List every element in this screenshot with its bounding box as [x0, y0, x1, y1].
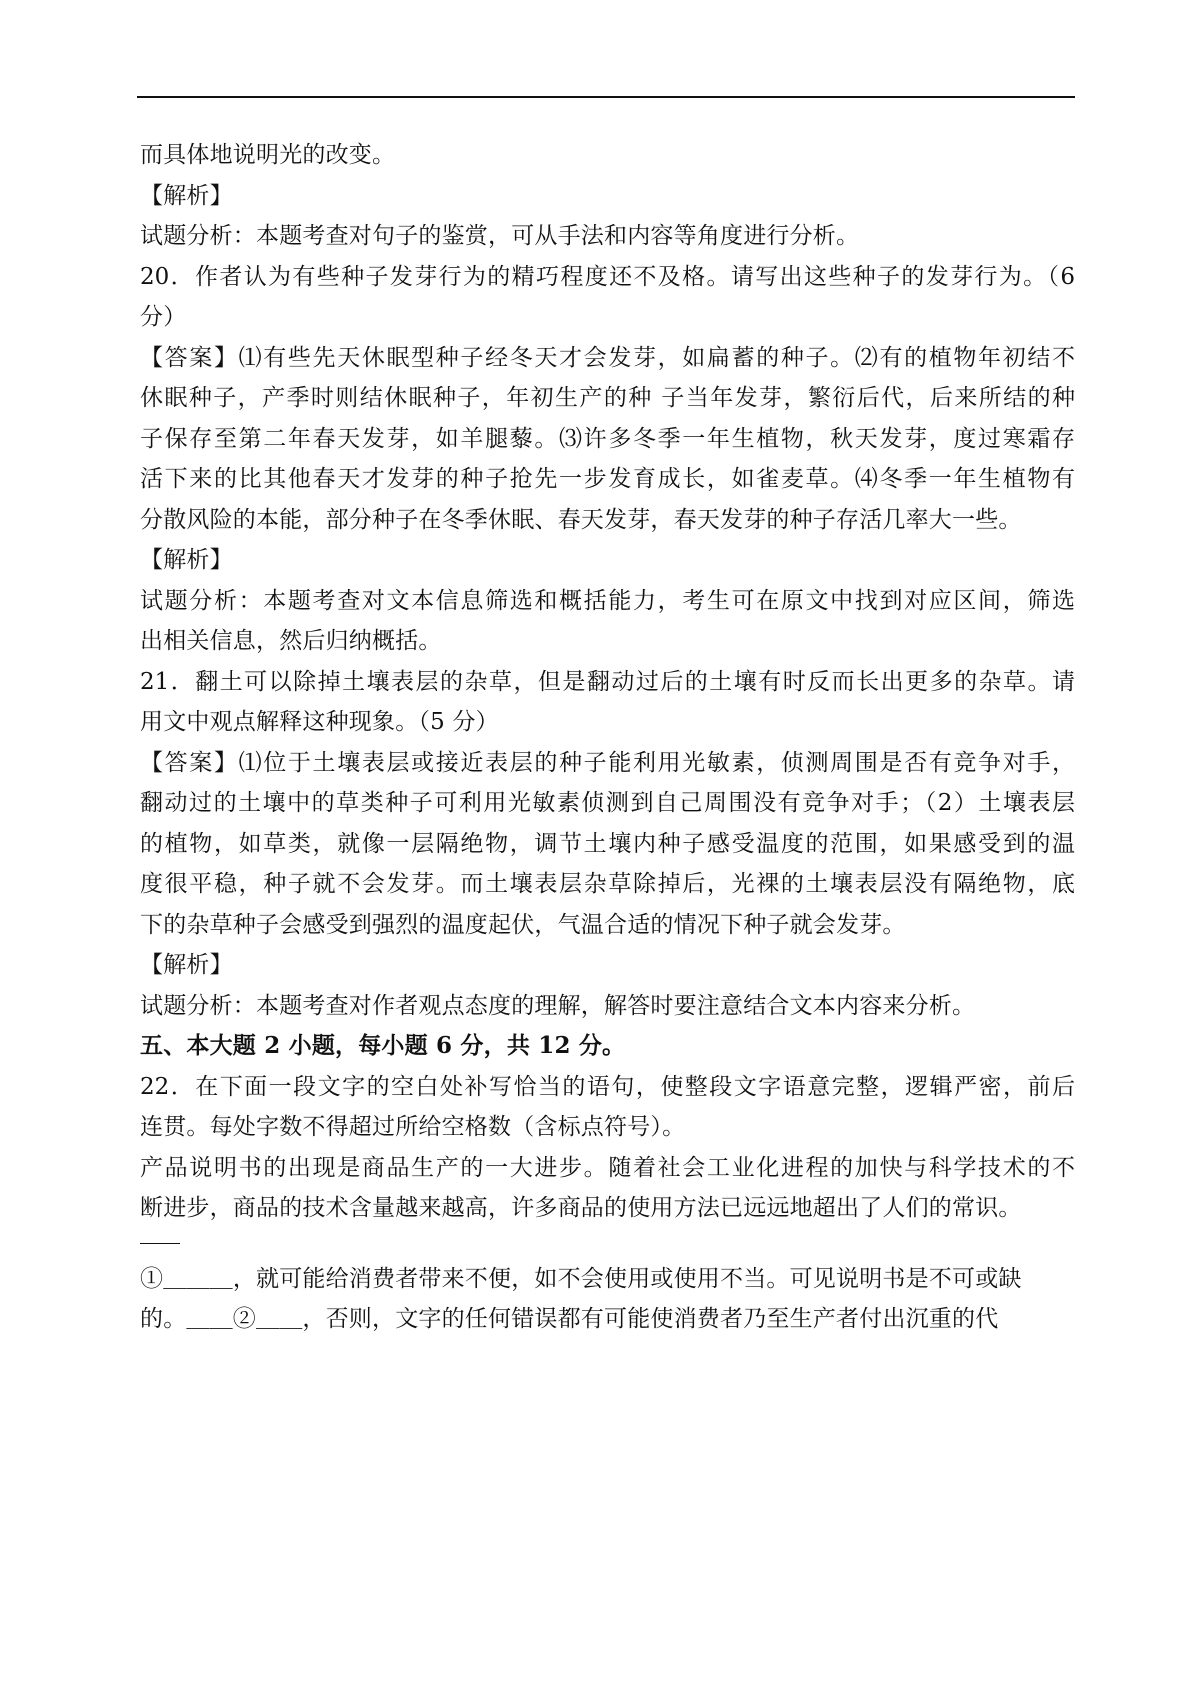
- question-20: 20．作者认为有些种子发芽行为的精巧程度还不及格。请写出这些种子的发芽行为。（6: [140, 263, 1075, 290]
- answer-heading: 【答案】⑴位于土壤表层或接近表层的种子能利用光敏素，侦测周围是否有竞争对手，: [140, 749, 1075, 776]
- question-22: 22．在下面一段文字的空白处补写恰当的语句，使整段文字语意完整，逻辑严密，前后: [140, 1073, 1075, 1100]
- text-line: 分散风险的本能，部分种子在冬季休眠、春天发芽，春天发芽的种子存活几率大一些。: [140, 506, 1022, 533]
- passage-text: 的。: [140, 1306, 187, 1332]
- header-rule: [137, 96, 1075, 98]
- text-line: 分）: [140, 304, 187, 330]
- text-line: 连贯。每处字数不得超过所给空格数（含标点符号）。: [140, 1114, 686, 1140]
- blank-bar: [140, 1243, 180, 1244]
- text-line: 出相关信息，然后归纳概括。: [140, 628, 442, 654]
- text-line: 试题分析：本题考查对作者观点态度的理解，解答时要注意结合文本内容来分析。: [140, 992, 976, 1019]
- analysis-heading: 【解析】: [140, 952, 233, 978]
- answer-heading: 【答案】⑴有些先天休眠型种子经冬天才会发芽，如扁蓄的种子。⑵有的植物年初结不: [140, 344, 1075, 371]
- blank-underline: [140, 1229, 1075, 1259]
- analysis-heading: 【解析】: [140, 182, 233, 209]
- text-line: 试题分析：本题考查对文本信息筛选和概括能力，考生可在原文中找到对应区间，筛选: [140, 587, 1075, 614]
- text-line: 试题分析：本题考查对句子的鉴赏，可从手法和内容等角度进行分析。: [140, 223, 860, 249]
- text-line: 度很平稳，种子就不会发芽。而土壤表层杂草除掉后，光裸的土壤表层没有隔绝物，底: [140, 871, 1075, 897]
- analysis-heading: 【解析】: [140, 547, 233, 573]
- blank-2: ＿＿②＿＿: [186, 1306, 303, 1332]
- text-line: 活下来的比其他春天才发芽的种子抢先一步发育成长，如雀麦草。⑷冬季一年生植物有: [140, 466, 1075, 492]
- document-body: [140, 135, 1075, 1340]
- passage-line: 产品说明书的出现是商品生产的一大进步。随着社会工业化进程的加快与科学技术的不: [140, 1154, 1075, 1181]
- text-line: 的植物，如草类，就像一层隔绝物，调节土壤内种子感受温度的范围，如果感受到的温: [140, 830, 1075, 857]
- text-line: 而具体地说明光的改变。: [140, 142, 396, 168]
- text-line: 翻动过的土壤中的草类种子可利用光敏素侦测到自己周围没有竞争对手；（2）土壤表层: [140, 790, 1075, 816]
- passage-line: [140, 1259, 1075, 1300]
- text-line: 下的杂草种子会感受到强烈的温度起伏，气温合适的情况下种子就会发芽。: [140, 911, 906, 938]
- passage-text: ，否则，文字的任何错误都有可能使消费者乃至生产者付出沉重的代: [302, 1306, 999, 1332]
- blank-1: ①＿＿＿: [140, 1265, 233, 1292]
- passage-line: 断进步，商品的技术含量越来越高，许多商品的使用方法已远远地超出了人们的常识。: [140, 1195, 1022, 1221]
- text-line: 用文中观点解释这种现象。（5 分）: [140, 709, 499, 735]
- text-line: 子保存至第二年春天发芽，如羊腿藜。⑶许多冬季一年生植物，秋天发芽，度过寒霜存: [140, 425, 1075, 452]
- passage-line: [140, 1299, 1075, 1340]
- text-line: 休眠种子，产季时则结休眠种子，年初生产的种 子当年发芽，繁衍后代，后来所结的种: [140, 385, 1075, 411]
- question-21: 21．翻土可以除掉土壤表层的杂草，但是翻动过后的土壤有时反而长出更多的杂草。请: [140, 668, 1075, 695]
- passage-text: ，就可能给消费者带来不便，如不会使用或使用不当。可见说明书是不可或缺: [232, 1265, 1022, 1292]
- section-heading: 五、本大题 2 小题，每小题 6 分，共 12 分。: [140, 1032, 626, 1059]
